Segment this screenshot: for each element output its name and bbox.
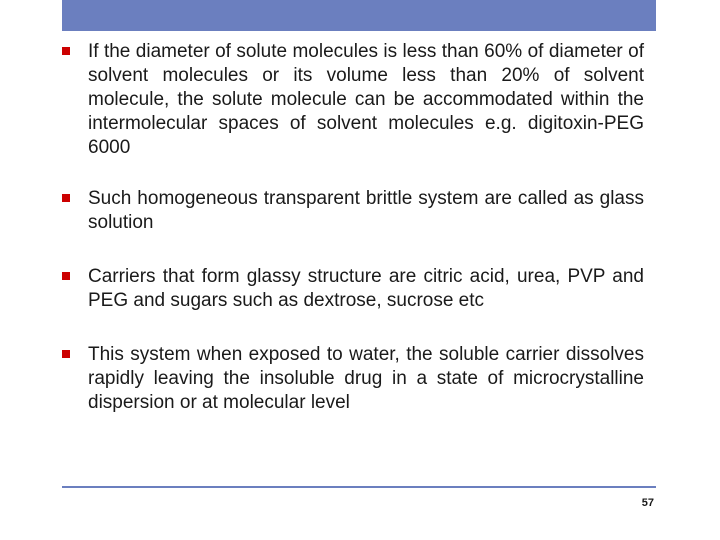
bullet-list <box>62 40 644 415</box>
bullet-text-3: Carriers that form glassy structure are citric acid, urea, PVP and PEG and sugars such as dextrose, sucrose etc <box>88 266 644 311</box>
bullet-item-1 <box>62 40 644 160</box>
square-bullet-icon <box>62 47 70 55</box>
square-bullet-icon <box>62 272 70 280</box>
bullet-text-4: This system when exposed to water, the soluble carrier dissolves rapidly leaving the insoluble drug in a state of microcrystalline dispersion or at molecular level <box>88 344 644 413</box>
square-bullet-icon <box>62 194 70 202</box>
square-bullet-icon <box>62 350 70 358</box>
bullet-item-3 <box>62 265 644 313</box>
page-number: 57 <box>641 497 654 509</box>
bullet-text-1: If the diameter of solute molecules is less than 60% of diameter of solvent molecules or its volume less than 20% of solvent molecule, the solute molecule can be accommodated within the intermolecular spaces of solvent molecules e.g. digitoxin-PEG 6000 <box>88 41 644 158</box>
header-bar <box>62 0 656 31</box>
bullet-text-2: Such homogeneous transparent brittle system are called as glass solution <box>88 188 644 233</box>
bullet-item-2 <box>62 187 644 235</box>
footer-divider <box>62 486 656 488</box>
bullet-item-4 <box>62 343 644 415</box>
